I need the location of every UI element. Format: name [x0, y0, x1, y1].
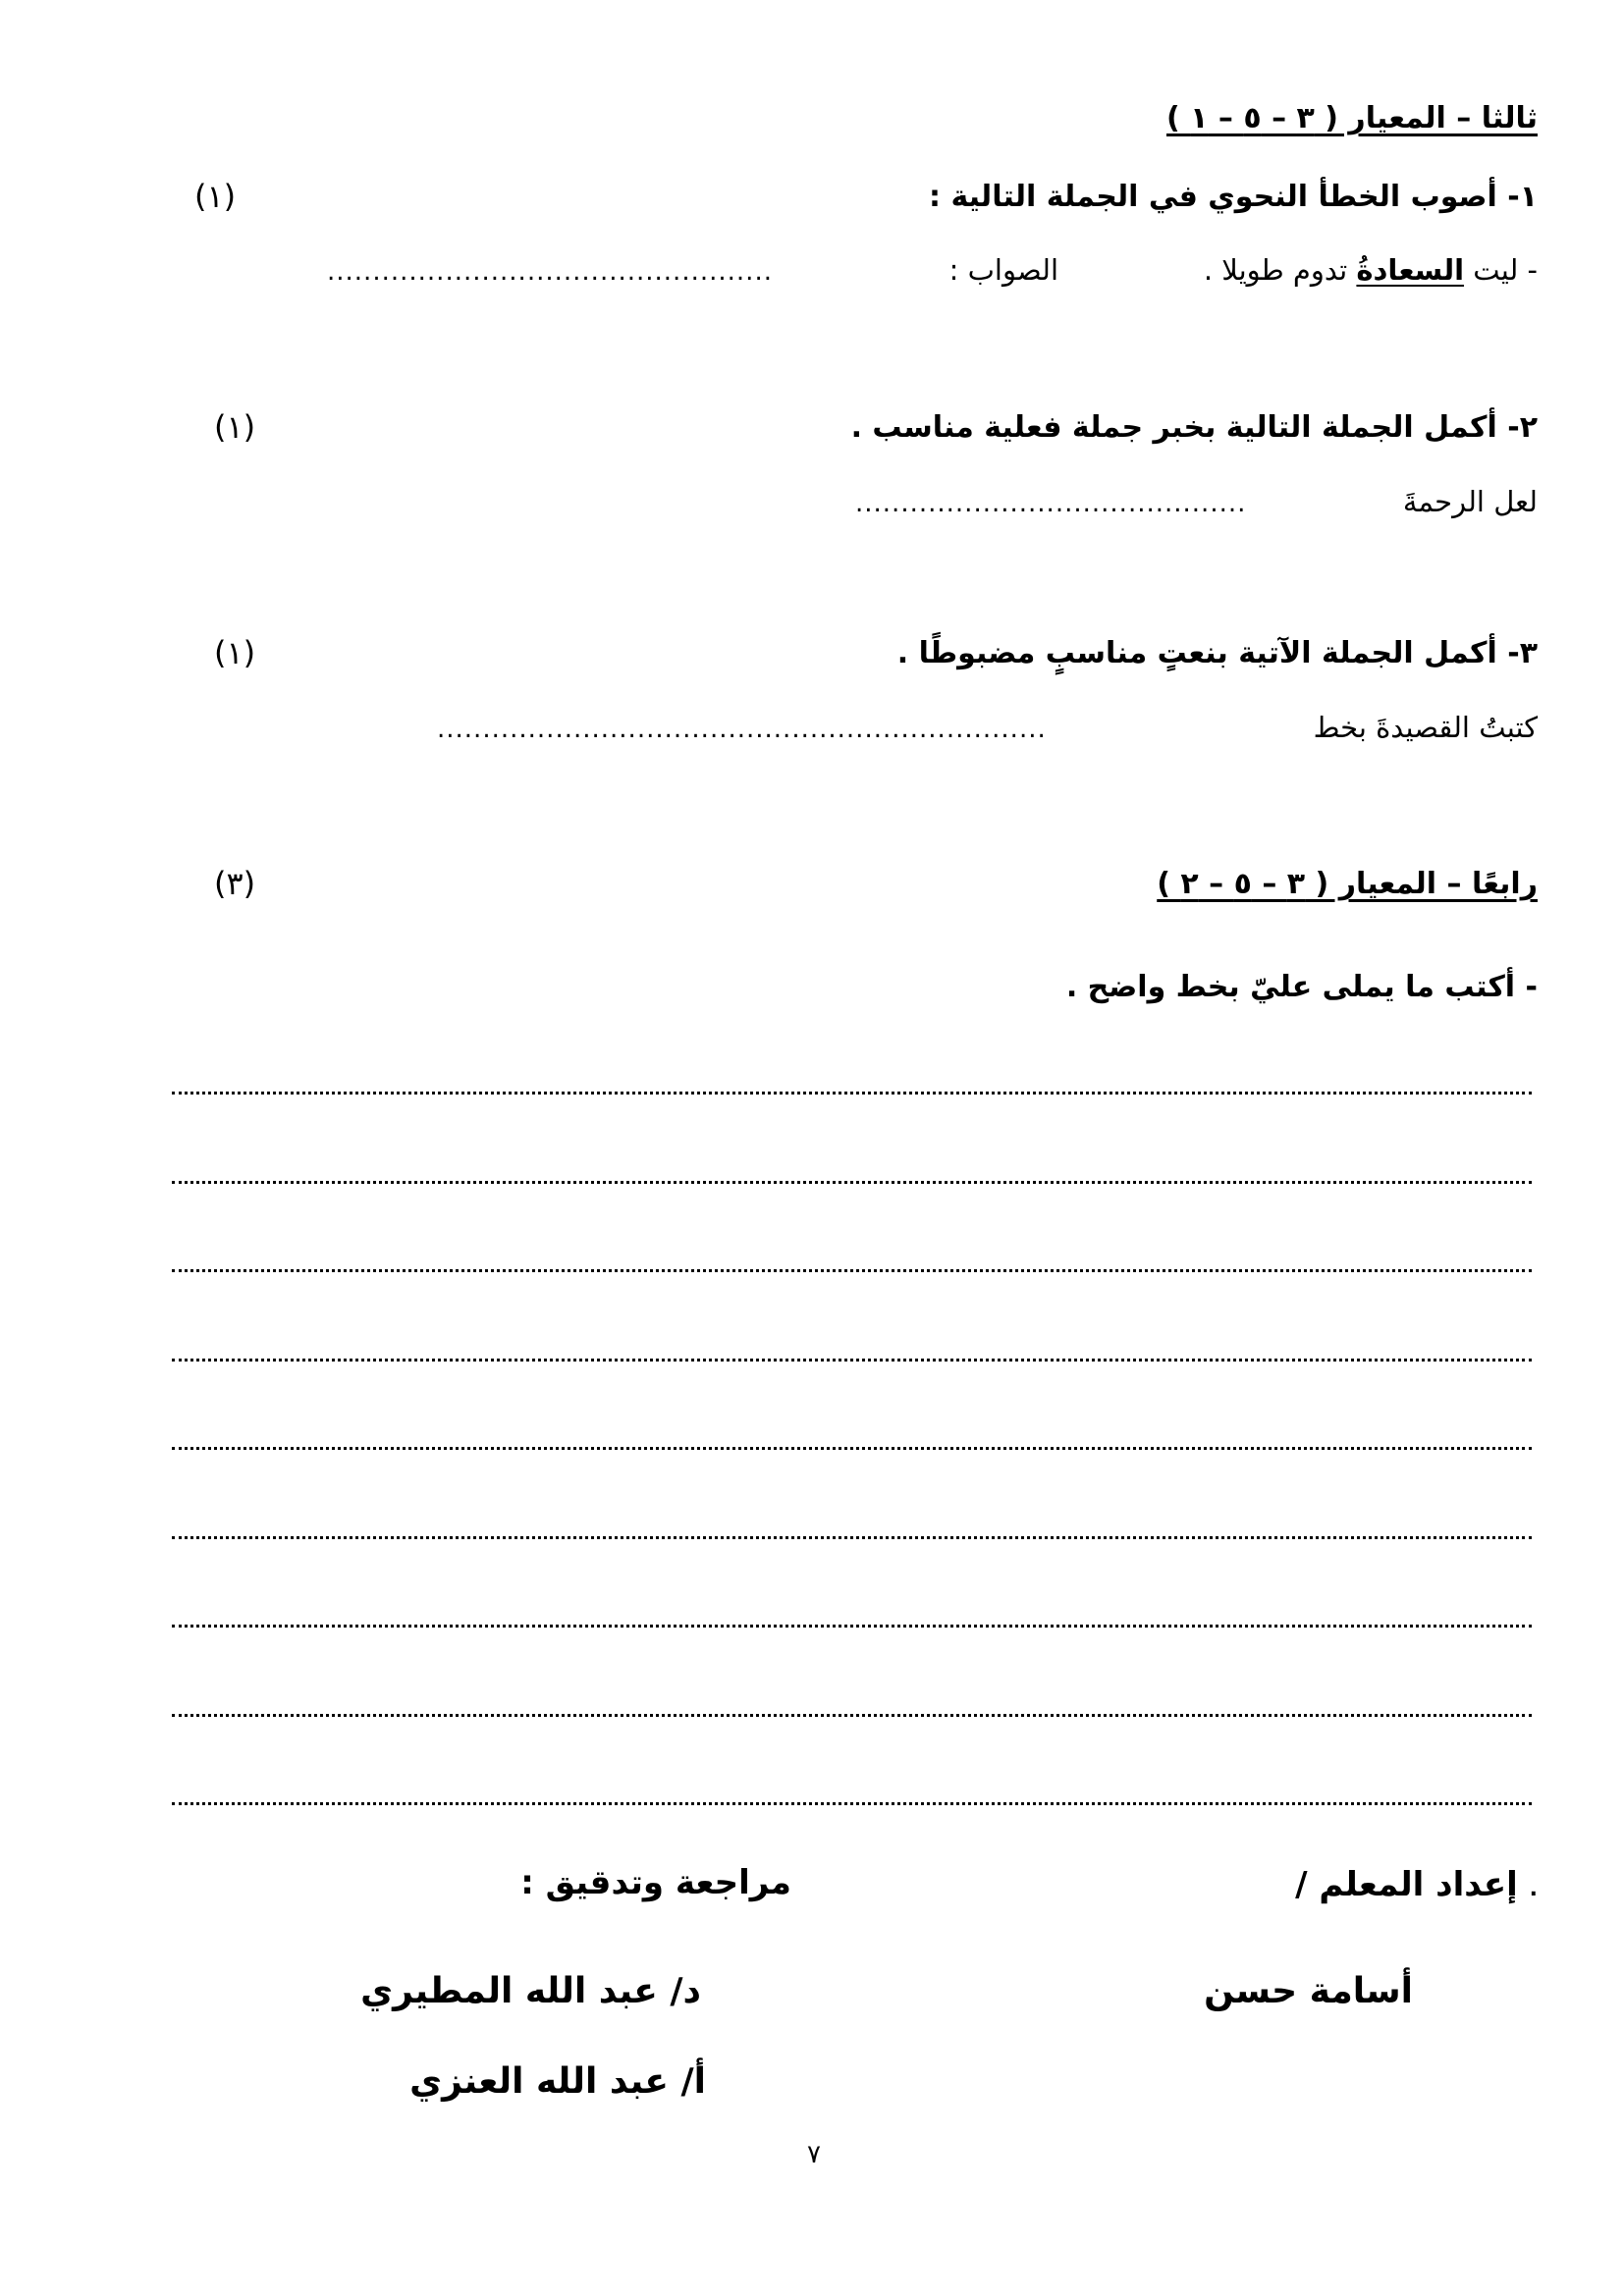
prepared-text: إعداد المعلم /	[1295, 1865, 1518, 1904]
q3-mark: (١)	[214, 634, 256, 671]
q3-title: ٣- أكمل الجملة الآتية بنعتٍ مناسبٍ مضبوطًا .	[896, 636, 1538, 670]
page-number: ٧	[807, 2140, 821, 2169]
q1-title: ١- أصوب الخطأ النحوي في الجملة التالية :	[929, 180, 1538, 214]
q1-sentence-word: السعادةُ	[1356, 253, 1465, 287]
writing-line[interactable]	[172, 1447, 1532, 1450]
writing-line[interactable]	[172, 1714, 1532, 1717]
writing-line[interactable]	[172, 1359, 1532, 1362]
review-label: مراجعة وتدقيق :	[520, 1863, 791, 1902]
q1-answer-field[interactable]: .................................................	[327, 257, 773, 287]
teacher-name: أسامة حسن	[1204, 1971, 1413, 2011]
writing-line[interactable]	[172, 1802, 1532, 1805]
q1-sentence-prefix: - ليت	[1473, 253, 1538, 287]
section4-instruction: - أكتب ما يملى عليّ بخط واضح .	[1065, 970, 1538, 1004]
q1-answer-label: الصواب :	[948, 253, 1058, 287]
q3-prompt: كتبتُ القصيدةَ بخط	[1313, 711, 1538, 744]
prepared-dot: .	[1529, 1877, 1538, 1901]
writing-line[interactable]	[172, 1269, 1532, 1272]
section4-mark: (٣)	[214, 865, 256, 902]
q2-title: ٢- أكمل الجملة التالية بخبر جملة فعلية مناسب .	[850, 410, 1538, 445]
writing-line[interactable]	[172, 1181, 1532, 1184]
reviewer-2-name: أ/ عبد الله العنزي	[409, 2061, 706, 2102]
q1-sentence	[1204, 253, 1538, 287]
q1-mark: (١)	[194, 178, 237, 215]
reviewer-1-name: د/ عبد الله المطيري	[360, 1971, 701, 2011]
writing-line[interactable]	[172, 1536, 1532, 1539]
q1-sentence-rest: تدوم طويلا .	[1203, 253, 1348, 287]
section4-header: رابعًا – المعيار ( ٣ – ٥ – ٢ )	[1157, 867, 1538, 901]
writing-line[interactable]	[172, 1625, 1532, 1628]
q3-answer-field[interactable]: ...................................................................	[437, 715, 1047, 744]
q2-prompt: لعل الرحمةَ	[1402, 485, 1538, 518]
section3-header: ثالثا – المعيار ( ٣ – ٥ – ١ )	[1165, 101, 1538, 135]
prepared-by-label	[1295, 1865, 1538, 1904]
writing-line[interactable]	[172, 1092, 1532, 1095]
q2-mark: (١)	[214, 408, 256, 446]
q2-answer-field[interactable]: ...........................................	[855, 489, 1247, 518]
